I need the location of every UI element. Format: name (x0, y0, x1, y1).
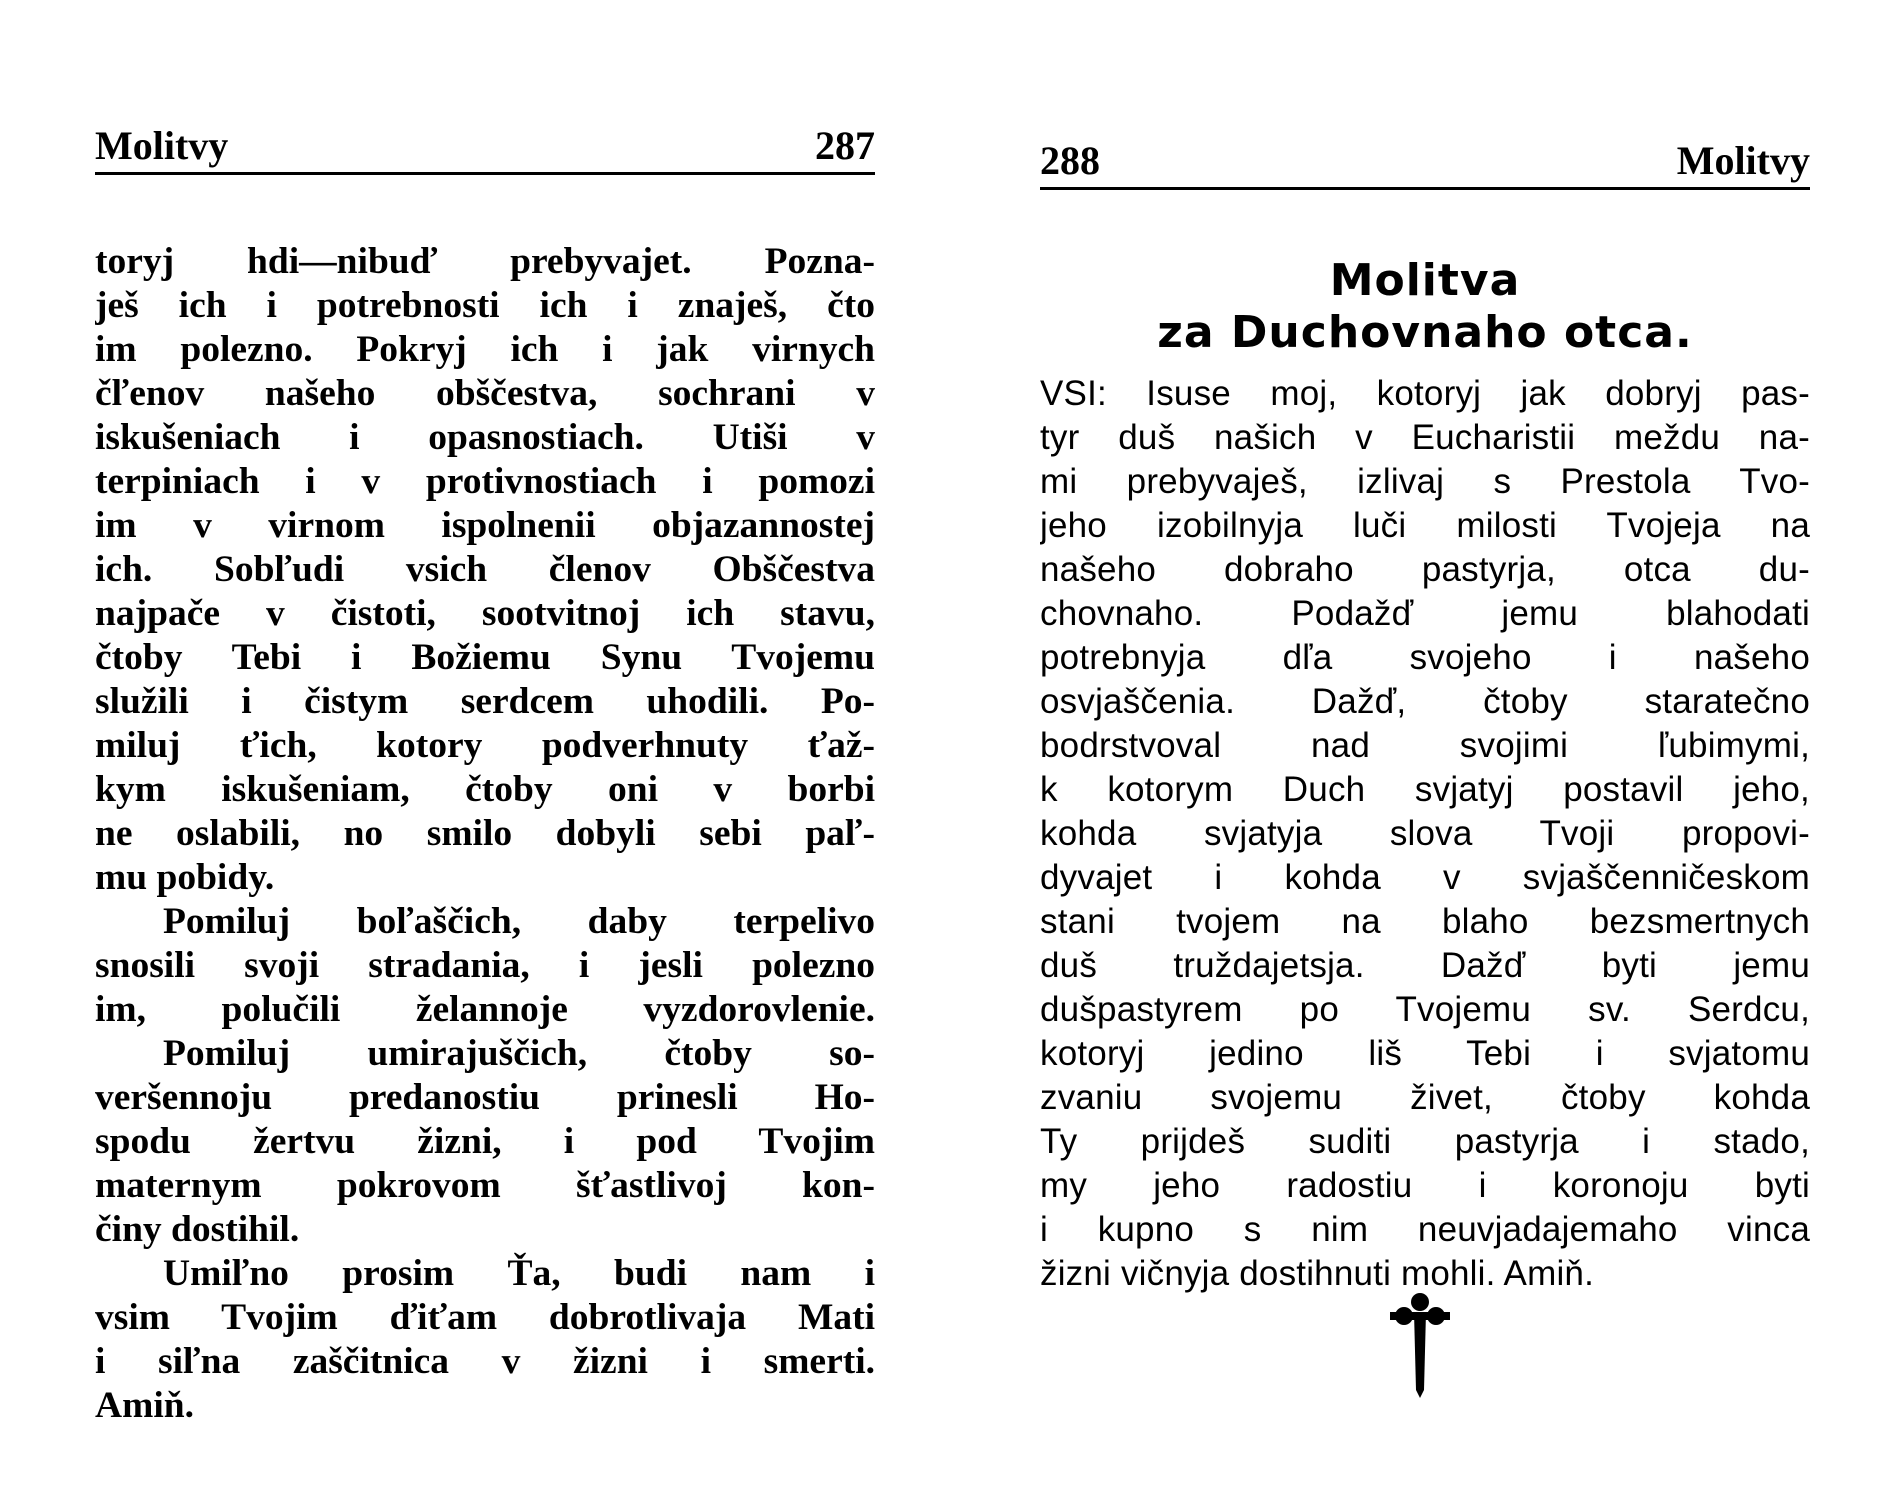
text-line: jeho izobilnyja luči milosti Tvojeja na (1040, 506, 1810, 545)
text-line: k kotorym Duch svjatyj postavil jeho, (1040, 770, 1810, 809)
text-line: mi prebyvaješ, izlivaj s Prestola Tvo- (1040, 462, 1810, 501)
prayer-title-line-2: za Duchovnaho otca. (1157, 307, 1693, 358)
right-header-title: Molitvy (1676, 138, 1810, 183)
text-line: osvjaščenia. Dažď, čtoby staratečno (1040, 682, 1810, 721)
left-page-header (95, 122, 875, 175)
right-page (1040, 0, 1810, 1500)
text-line: veršennoju predanostiu prinesli Ho- (95, 1077, 875, 1118)
text-line: spodu žertvu žizni, i pod Tvojim (95, 1121, 875, 1162)
text-line: ne oslabili, no smilo dobyli sebi paľ- (95, 813, 875, 854)
text-line: toryj hdi—nibuď prebyvajet. Pozna- (95, 241, 875, 282)
text-line: miluj ťich, kotory podverhnuty ťaž- (95, 725, 875, 766)
text-line: snosili svoji stradania, i jesli polezno (95, 945, 875, 986)
prayer-title (1040, 255, 1810, 359)
text-line: činy dostihil. (95, 1209, 300, 1250)
text-line: dyvajet i kohda v svjaščenničeskom (1040, 858, 1810, 897)
text-line: kym iskušeniam, čtoby oni v borbi (95, 769, 875, 810)
text-line: Ty prijdeš suditi pastyrja i stado, (1040, 1122, 1810, 1161)
left-page-text (95, 240, 875, 1428)
text-line: stani tvojem na blaho bezsmertnych (1040, 902, 1810, 941)
text-line: kotoryj jedino liš Tebi i svjatomu (1040, 1034, 1810, 1073)
text-line: žizni vičnyja dostihnuti mohli. Amiň. (1040, 1254, 1595, 1293)
text-line: Pomiluj boľaščich, daby terpelivo (163, 901, 875, 942)
text-line: im, polučili želannoje vyzdorovlenie. (95, 989, 875, 1030)
text-line: dušpastyrem po Tvojemu sv. Serdcu, (1040, 990, 1810, 1029)
text-line: Amiň. (95, 1385, 194, 1426)
text-line: našeho dobraho pastyrja, otca du- (1040, 550, 1810, 589)
left-header-title: Molitvy (95, 123, 229, 168)
text-line: bodrstvoval nad svojimi ľubimymi, (1040, 726, 1810, 765)
right-page-text (1040, 372, 1810, 1296)
text-line: Umiľno prosim Ťa, budi nam i (163, 1253, 875, 1294)
text-line: i siľna zaščitnica v žizni i smerti. (95, 1341, 875, 1382)
text-line: čľenov našeho obščestva, sochrani v (95, 373, 875, 414)
text-line: čtoby Tebi i Božiemu Synu Tvojemu (95, 637, 875, 678)
cross-ornament-icon (1380, 1290, 1460, 1400)
text-line: mu pobidy. (95, 857, 275, 898)
text-line: chovnaho. Podažď jemu blahodati (1040, 594, 1810, 633)
left-page (95, 0, 875, 1500)
text-line: tyr duš našich v Eucharistii meždu na- (1040, 418, 1810, 457)
text-line: potrebnyja dľa svojeho i našeho (1040, 638, 1810, 677)
text-line: iskušeniach i opasnostiach. Utiši v (95, 417, 875, 458)
text-line: my jeho radostiu i koronoju byti (1040, 1166, 1810, 1205)
prayer-title-line-1: Molitva (1329, 255, 1521, 306)
text-line: zvaniu svojemu živet, čtoby kohda (1040, 1078, 1810, 1117)
text-line: im v virnom ispolnenii objazannostej (95, 505, 875, 546)
text-line: vsim Tvojim ďiťam dobrotlivaja Mati (95, 1297, 875, 1338)
text-line: Pomiluj umirajuščich, čtoby so- (163, 1033, 875, 1074)
left-page-number: 287 (815, 123, 875, 168)
text-line: ich. Sobľudi vsich členov Obščestva (95, 549, 875, 590)
text-line: ješ ich i potrebnosti ich i znaješ, čto (95, 285, 875, 326)
right-page-number: 288 (1040, 138, 1100, 183)
text-line: i kupno s nim neuvjadajemaho vinca (1040, 1210, 1810, 1249)
text-line: im polezno. Pokryj ich i jak virnych (95, 329, 875, 370)
text-line: kohda svjatyja slova Tvoji propovi- (1040, 814, 1810, 853)
text-line: maternym pokrovom šťastlivoj kon- (95, 1165, 875, 1206)
text-line: duš truždajetsja. Dažď byti jemu (1040, 946, 1810, 985)
text-line: služili i čistym serdcem uhodili. Po- (95, 681, 875, 722)
text-line: VSI: Isuse moj, kotoryj jak dobryj pas- (1040, 374, 1810, 413)
right-page-header (1040, 137, 1810, 190)
text-line: terpiniach i v protivnostiach i pomozi (95, 461, 875, 502)
text-line: najpače v čistoti, sootvitnoj ich stavu, (95, 593, 875, 634)
